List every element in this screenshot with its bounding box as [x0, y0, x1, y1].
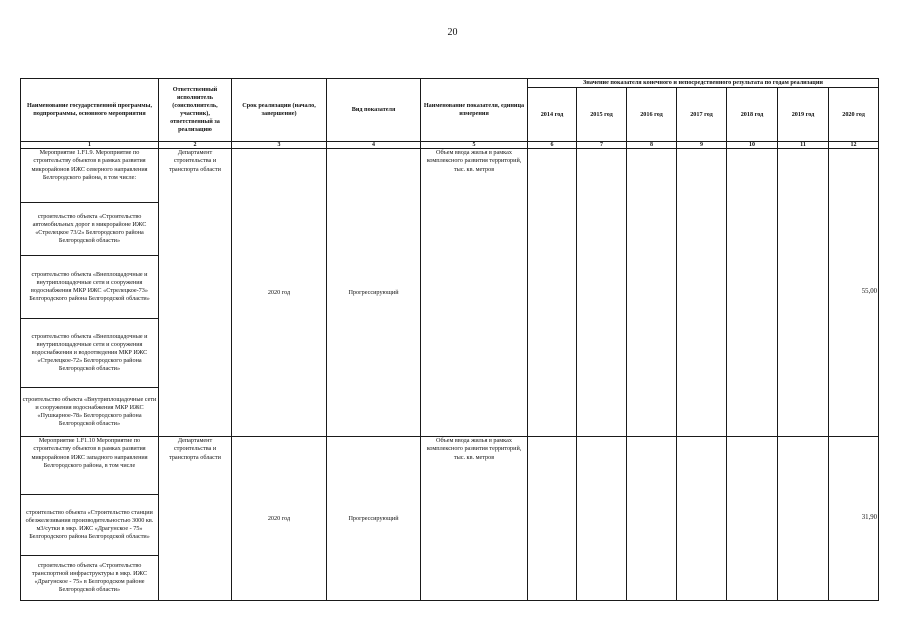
value-2016 [627, 149, 677, 437]
header-year: 2015 год [577, 88, 627, 142]
header-year-group: Значение показателя конечного и непосредственного результата по годам реализации [528, 79, 879, 88]
executor-cell: Департамент строительства и транспорта области [159, 437, 232, 601]
column-number: 8 [627, 142, 677, 149]
indicator-kind-cell: Прогрессирующий [327, 437, 421, 601]
column-number: 1 [21, 142, 159, 149]
value-2019 [778, 437, 829, 601]
column-number: 4 [327, 142, 421, 149]
header-year: 2016 год [627, 88, 677, 142]
indicator-name-cell: Объем ввода жилья в рамках комплексного развития территорий, тыс. кв. метров [421, 149, 528, 437]
sub-object-item: строительство объекта «Строительство транспортной инфраструктуры в мкр. ИЖС «Драгунское - 75» в Белгородском районе Белгородской области» [21, 556, 159, 601]
column-number: 12 [829, 142, 879, 149]
header-year: 2017 год [677, 88, 727, 142]
column-number: 11 [778, 142, 829, 149]
indicator-name-cell: Объем ввода жилья в рамках комплексного развития территорий, тыс. кв. метров [421, 437, 528, 601]
value-2014 [528, 149, 577, 437]
column-number: 3 [232, 142, 327, 149]
sub-object-item: строительство объекта «Внеплощадочные и внутриплощадочные сети и сооружения водоснабжения МКР ИЖС «Стрелецкое-73» Белгородского района Белгородской области» [21, 256, 159, 319]
header-term: Срок реализации (начало, завершение) [232, 79, 327, 142]
sub-object-item: строительство объекта «Внеплощадочные и внутриплощадочные сети и сооружения водоснабжения и водоотведения МКР ИЖС «Стрелецкое-72» Белгородского района Белгородской области» [21, 319, 159, 388]
column-number: 5 [421, 142, 528, 149]
indicator-kind-cell: Прогрессирующий [327, 149, 421, 437]
value-2020: 55,00 [829, 149, 879, 437]
sub-object-item: строительство объекта «Внутриплощадочные сети и сооружения водоснабжения МКР ИЖС «Пушкарное-78» Белгородского района Белгородской области» [21, 388, 159, 437]
sub-object-item: строительство объекта «Строительство станции обезжелезивания производительностью 3000 кв. м3/сутки в мкр. ИЖС «Драгунское - 75» Белгородского района Белгородской области» [21, 495, 159, 556]
measure-1-9: Мероприятие 1.F1.9. Мероприятие по строительству объектов в рамках развития микрорайонов ИЖС северного направления Белгородского района, в том числе: [21, 149, 159, 203]
column-number: 9 [677, 142, 727, 149]
value-2016 [627, 437, 677, 601]
value-2019 [778, 149, 829, 437]
header-program: Наименование государственной программы, подпрограммы, основного мероприятия [21, 79, 159, 142]
measure-1-10: Мероприятие 1.F1.10 Мероприятие по строительству объектов в рамках развития микрорайонов ИЖС западного направления Белгородского района, в том числе [21, 437, 159, 495]
header-year: 2014 год [528, 88, 577, 142]
column-number: 6 [528, 142, 577, 149]
value-2018 [727, 149, 778, 437]
value-2015 [577, 149, 627, 437]
value-2020: 31,90 [829, 437, 879, 601]
value-2017 [677, 149, 727, 437]
header-year: 2020 год [829, 88, 879, 142]
executor-cell: Департамент строительства и транспорта области [159, 149, 232, 437]
column-number: 7 [577, 142, 627, 149]
header-executor: Ответственный исполнитель (соисполнитель, участник), ответственный за реализацию [159, 79, 232, 142]
header-year: 2018 год [727, 88, 778, 142]
header-kind: Вид показателя [327, 79, 421, 142]
header-indicator: Наименование показателя, единица измерения [421, 79, 528, 142]
sub-object-item: строительство объекта «Строительство автомобильных дорог в микрорайоне ИЖС «Стрелецкое 73/2» Белгородского района Белгородской области» [21, 203, 159, 256]
term-cell: 2020 год [232, 149, 327, 437]
indicators-table [20, 78, 879, 601]
value-2014 [528, 437, 577, 601]
column-number: 2 [159, 142, 232, 149]
value-2018 [727, 437, 778, 601]
term-cell: 2020 год [232, 437, 327, 601]
column-number: 10 [727, 142, 778, 149]
column-numbers-row [21, 142, 879, 149]
value-2015 [577, 437, 627, 601]
page-number: 20 [447, 27, 458, 38]
value-2017 [677, 437, 727, 601]
header-year: 2019 год [778, 88, 829, 142]
